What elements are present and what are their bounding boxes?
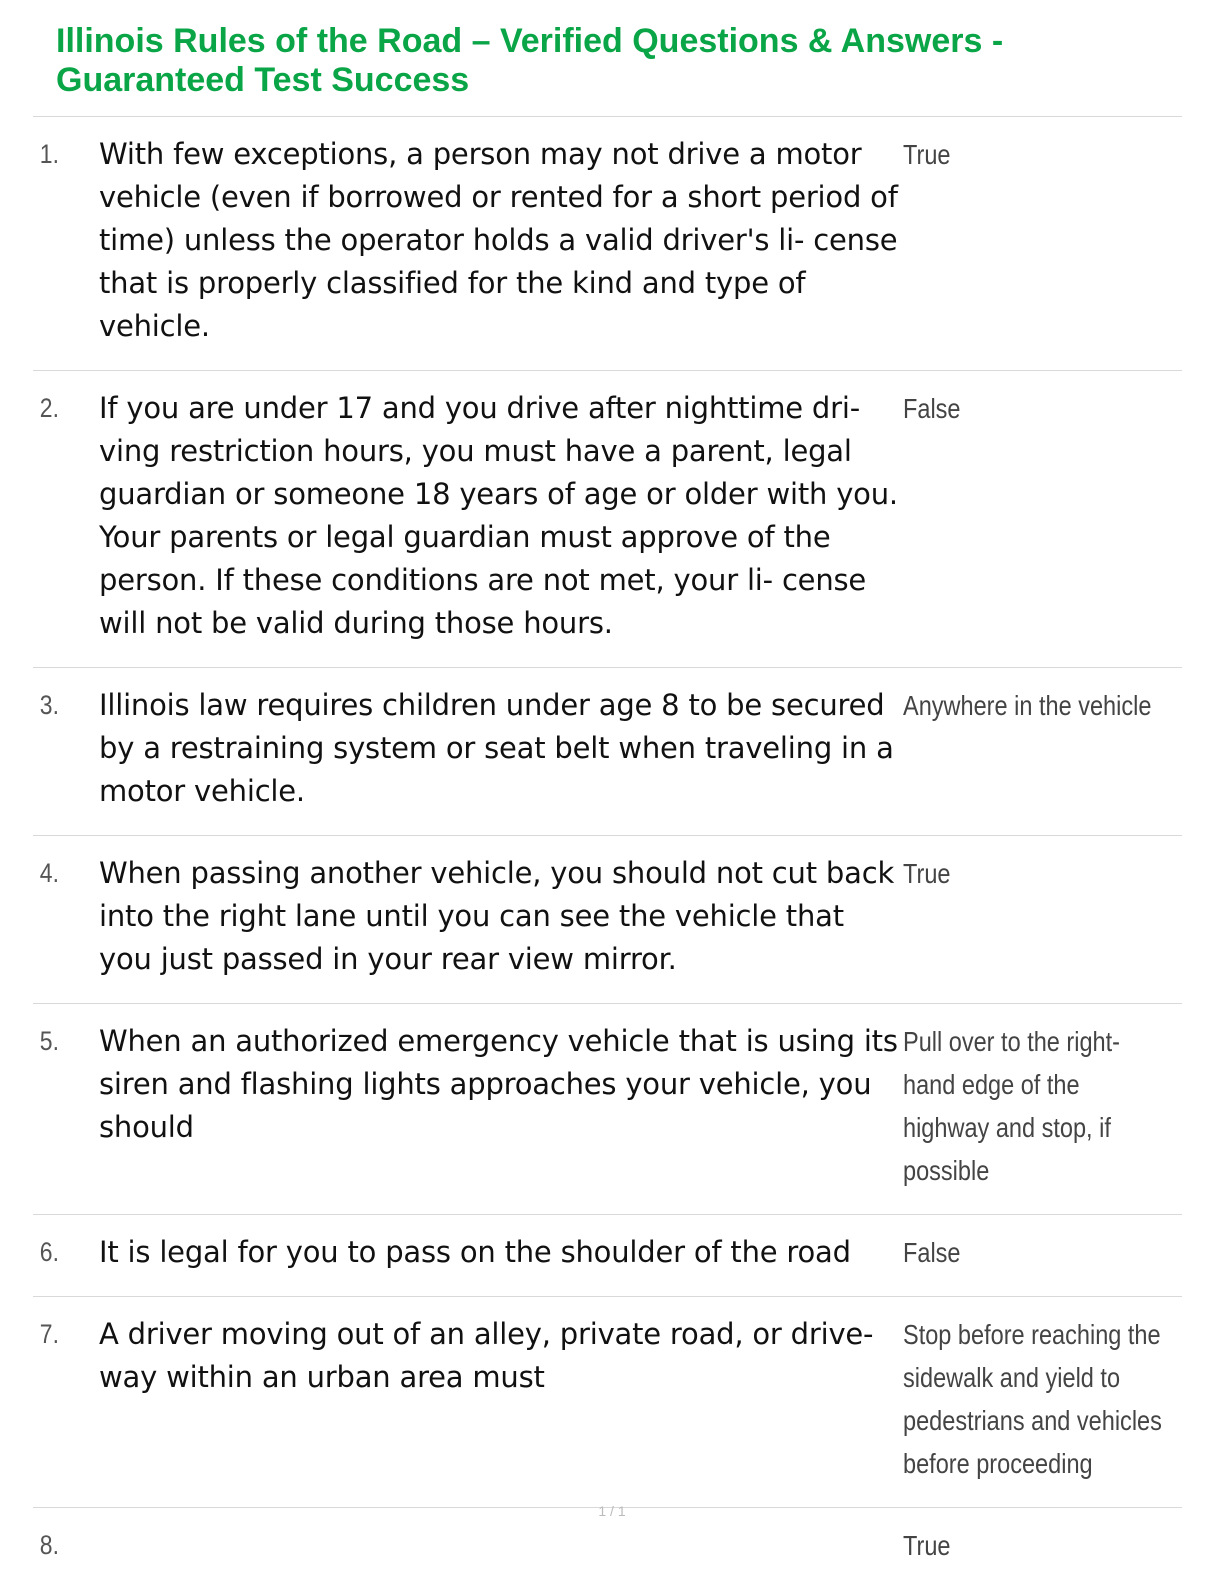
item-number: 2. — [39, 393, 59, 423]
question-text: It is legal for you to pass on the shoulder of the road — [99, 1235, 851, 1269]
question-text: When passing another vehicle, you should not cut back into the right lane until you can see the vehicle that you just passed in your rear view mirror. — [99, 856, 895, 976]
question-text: Illinois law requires children under age 8 to be secured by a restraining system or seat belt when traveling in a motor vehicle. — [99, 688, 894, 808]
qa-item — [33, 117, 1182, 371]
answer-text: Pull over to the right-hand edge of the highway and stop, if possible — [903, 1026, 1121, 1186]
answer-text: False — [903, 393, 961, 424]
question-text: A driver moving out of an alley, private road, or drive- way within an urban area must — [99, 1317, 874, 1394]
qa-item — [33, 371, 1182, 668]
title-line-1: Illinois Rules of the Road – Verified Questions & Answers - — [56, 22, 1004, 60]
question-text: If you are under 17 and you drive after nighttime dri- ving restriction hours, you must have a parent, legal guardian or someone 18 years of age or older with you. Your parents or legal guardian must approve of the person. If these conditions are not met, your li- cense will not be valid during those hours. — [99, 391, 898, 640]
answer-text: Stop before reaching the sidewalk and yield to pedestrians and vehicles before proceeding — [903, 1319, 1162, 1479]
title-line-2: Guaranteed Test Success — [56, 61, 470, 99]
item-number: 3. — [39, 690, 59, 720]
qa-item — [33, 1297, 1182, 1508]
qa-item — [33, 1508, 1182, 1589]
item-number: 6. — [39, 1237, 59, 1267]
item-number: 4. — [39, 858, 59, 888]
answer-text: Anywhere in the vehicle — [903, 690, 1152, 721]
qa-item — [33, 1215, 1182, 1297]
item-number: 5. — [39, 1026, 59, 1056]
answer-text: True — [903, 858, 951, 889]
qa-list — [33, 116, 1182, 1589]
document-title — [56, 22, 1166, 100]
question-text — [99, 1524, 903, 1567]
item-number: 8. — [39, 1530, 59, 1560]
item-number: 7. — [39, 1319, 59, 1349]
item-number: 1. — [39, 139, 59, 169]
qa-item — [33, 1004, 1182, 1215]
answer-text: False — [903, 1237, 961, 1268]
answer-text: True — [903, 1530, 951, 1561]
qa-item — [33, 836, 1182, 1004]
question-text: With few exceptions, a person may not drive a motor vehicle (even if borrowed or rented for a short period of time) unless the operator holds a valid driver's li- cense that is properly classified for the kind and type of vehicle. — [99, 137, 898, 343]
page-number: 1 / 1 — [598, 1503, 626, 1519]
qa-item — [33, 668, 1182, 836]
question-text: When an authorized emergency vehicle that is using its siren and flashing lights approaches your vehicle, you should — [99, 1024, 898, 1144]
answer-text: True — [903, 139, 951, 170]
